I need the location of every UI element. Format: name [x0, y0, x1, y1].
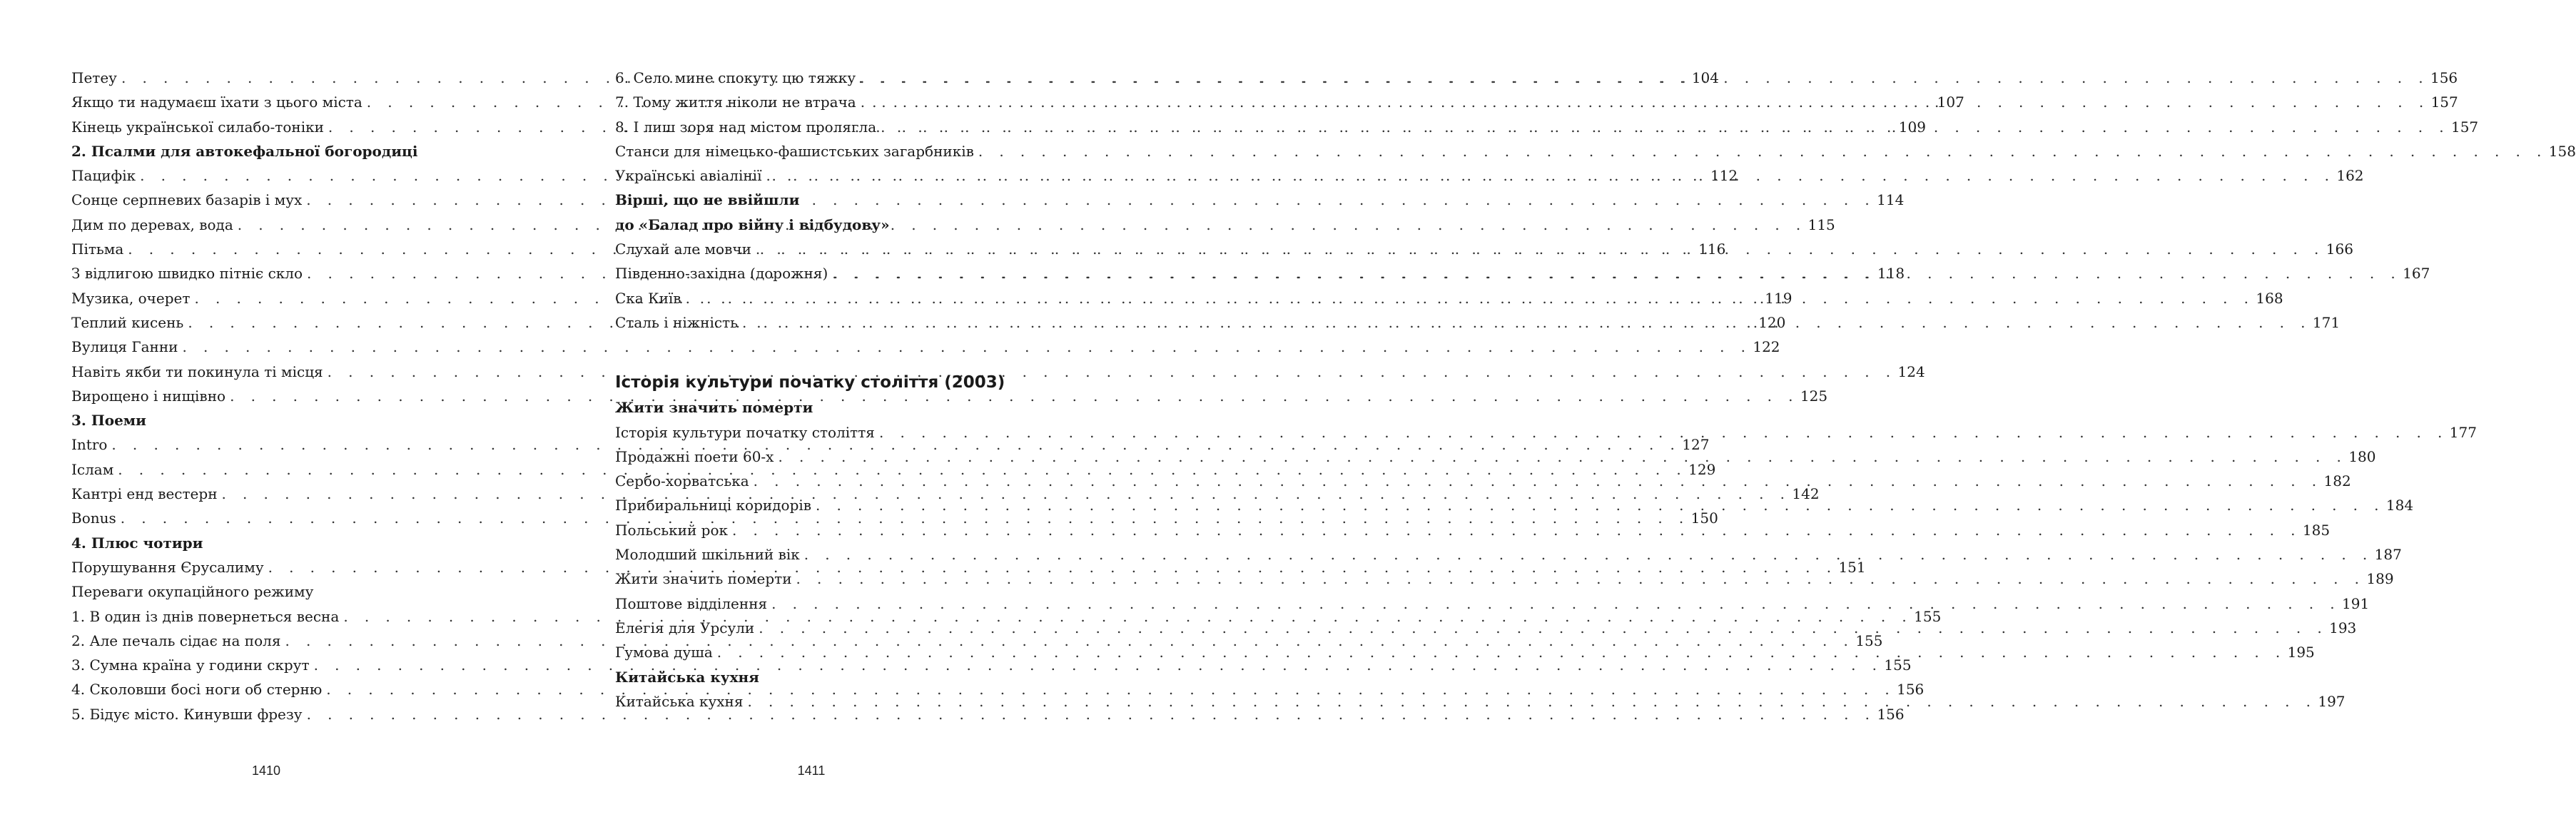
entry-title: Південно-західна (дорожня) [615, 265, 828, 283]
entry-page-number: 114 [1877, 191, 1905, 209]
entry-title: Українські авіалінії [615, 167, 762, 185]
dot-leader [738, 310, 2311, 335]
entry-page-number: 115 [1807, 215, 1835, 233]
entry-title: Сталь і ніжність [615, 313, 739, 331]
entry-title: Intro [71, 436, 108, 454]
entry-title: Прибиральниці коридорів [615, 497, 812, 514]
dot-leader [751, 237, 2325, 261]
entry-page-number: 166 [2326, 240, 2353, 258]
entry-title: Елегія для Урсули [615, 619, 755, 636]
dot-leader [767, 592, 2341, 616]
section-heading-text: 3. Поеми [71, 412, 146, 430]
entry-title: Дим по деревах, вода [71, 215, 233, 233]
section-heading-text: Вірші, що не ввійшли [615, 191, 800, 209]
entry-title: Ска Київ [615, 289, 681, 307]
entry-page-number: 162 [2336, 167, 2364, 185]
entry-page-number: 158 [2548, 142, 2576, 160]
section-heading-text: Жити значить померти [615, 399, 813, 417]
entry-page-number: 119 [1765, 289, 1792, 307]
entry-page-number: 191 [2342, 594, 2370, 612]
entry-title: Навіть якби ти покинула ті місця [71, 362, 323, 380]
entry-page-number: 109 [1898, 118, 1926, 136]
dot-leader [828, 261, 2401, 285]
entry-page-number: 124 [1897, 362, 1925, 380]
dot-leader [744, 689, 2317, 714]
toc-group-title [71, 579, 455, 604]
dot-leader [811, 493, 2385, 517]
entry-title: Історія культури початку століття [615, 423, 875, 441]
page-number-right: 1411 [797, 763, 826, 778]
entry-page-number: 189 [2366, 570, 2394, 588]
toc-section-heading [615, 213, 999, 237]
entry-title: Музика, очерет [71, 289, 191, 307]
entry-page-number: 184 [2385, 497, 2414, 514]
entry-title: Слухай але мовчи [615, 240, 751, 258]
entry-title: Петеу [71, 69, 117, 86]
entry-page-number: 157 [2430, 93, 2458, 111]
dot-leader [302, 188, 1875, 212]
entry-title: 7. Тому життя ніколи не втрача [615, 93, 856, 111]
entry-page-number: 195 [2287, 644, 2315, 661]
toc-entry [615, 139, 2576, 163]
section-heading-text: до «Балад про війну і відбудову» [615, 215, 890, 233]
section-spacer [615, 335, 999, 370]
entry-page-number: 156 [1897, 681, 1925, 699]
entry-title: Сербо-хорватська [615, 472, 749, 490]
entry-title: Жити значить померти [615, 570, 792, 588]
dot-leader [323, 360, 1897, 384]
entry-page-number: 112 [1710, 167, 1738, 185]
dot-leader [792, 567, 2365, 591]
entry-title: Сонце серпневих базарів і мух [71, 191, 303, 209]
group-title-text: Переваги окупаційного режиму [71, 583, 314, 601]
entry-page-number: 168 [2256, 289, 2283, 307]
entry-title: Гумова душа [615, 644, 713, 661]
entry-title: 3. Сумна країна у години скрут [71, 656, 310, 674]
entry-title: Bonus [71, 509, 116, 527]
entry-page-number: 125 [1800, 387, 1828, 405]
entry-page-number: 197 [2318, 692, 2346, 710]
dot-leader [800, 542, 2373, 567]
toc-entry [71, 702, 1905, 726]
entry-page-number: 171 [2312, 313, 2341, 331]
entry-title: Теплий кисень [71, 313, 184, 331]
entry-page-number: 107 [1937, 93, 1964, 111]
dot-leader [856, 66, 2429, 90]
toc-section-heading [71, 531, 455, 555]
dot-leader [856, 90, 2430, 114]
entry-title: Молодший шкільний вік [615, 546, 800, 564]
entry-title: Поштове відділення [615, 594, 768, 612]
entry-page-number: 155 [1884, 656, 1912, 674]
entry-title: Продажні поети 60-х [615, 447, 774, 465]
book-title: Історія культури початку століття (2003) [615, 373, 1005, 392]
entry-page-number: 185 [2302, 521, 2331, 539]
entry-page-number: 104 [1691, 69, 1719, 86]
entry-page-number: 156 [2430, 69, 2458, 86]
toc-section-heading [615, 665, 999, 689]
entry-title: Якщо ти надумаєш їхати з цього міста [71, 93, 362, 111]
entry-page-number: 142 [1792, 485, 1820, 503]
entry-title: 8. І лиш зоря над містом пролягла [615, 118, 877, 136]
entry-page-number: 167 [2403, 265, 2430, 283]
entry-page-number: 180 [2348, 447, 2376, 465]
entry-page-number: 193 [2329, 619, 2357, 636]
entry-page-number: 157 [2450, 118, 2479, 136]
section-heading-text: Китайська кухня [615, 668, 759, 686]
entry-title: Порушування Єрусалиму [71, 558, 264, 576]
page-number-left: 1410 [251, 763, 281, 778]
section-heading-text: 4. Плюс чотири [71, 534, 203, 552]
entry-title: Вулиця Ганни [71, 338, 178, 356]
entry-page-number: 120 [1758, 313, 1786, 331]
entry-page-number: 155 [1855, 631, 1883, 649]
dot-leader [713, 640, 2286, 664]
toc-section-heading [71, 139, 455, 163]
dot-leader [728, 518, 2301, 542]
entry-page-number: 182 [2323, 472, 2351, 490]
entry-page-number: 127 [1682, 436, 1710, 454]
entry-title: 1. В один із днів повернеться весна [71, 607, 340, 625]
entry-title: Польський рок [615, 521, 729, 539]
entry-title: Станси для німецько-фашистських загарбників [615, 142, 974, 160]
toc-section-heading [615, 395, 999, 420]
entry-title: Іслам [71, 460, 114, 478]
entry-title: Вирощено і нищівно [71, 387, 226, 405]
entry-page-number: 151 [1838, 558, 1866, 576]
entry-title: З відлигою швидко пітніє скло [71, 265, 303, 283]
toc-entry [71, 335, 1780, 359]
dot-leader [974, 139, 2547, 163]
entry-title: 4. Сколовши босі ноги об стерню [71, 681, 323, 699]
dot-leader [761, 163, 2335, 188]
entry-title: 6. Село мине спокуту цю тяжку [615, 69, 856, 86]
entry-title: Кінець української силабо-тоніки [71, 118, 324, 136]
entry-title: 5. Бідує місто. Кинувши фрезу [71, 705, 303, 723]
entry-page-number: 122 [1753, 338, 1780, 356]
toc-section-heading [71, 408, 455, 432]
toc-section-heading [615, 188, 999, 212]
entry-title: Пацифік [71, 167, 136, 185]
entry-title: Пітьма [71, 240, 124, 258]
entry-page-number: 116 [1698, 240, 1726, 258]
entry-title: Китайська кухня [615, 692, 744, 710]
entry-page-number: 129 [1688, 460, 1716, 478]
entry-title: Кантрі енд вестерн [71, 485, 218, 503]
entry-page-number: 156 [1877, 705, 1905, 723]
entry-page-number: 177 [2449, 423, 2477, 441]
dot-leader [774, 445, 2347, 469]
entry-page-number: 187 [2374, 546, 2402, 564]
dot-leader [681, 286, 2255, 310]
entry-page-number: 150 [1690, 509, 1718, 527]
dot-leader [876, 115, 2450, 139]
section-heading-text: 2. Псалми для автокефальної богородиці [71, 142, 418, 160]
entry-page-number: 118 [1877, 265, 1905, 283]
dot-leader [754, 616, 2328, 640]
entry-title: 2. Але печаль сідає на поля [71, 631, 281, 649]
dot-leader [233, 213, 1807, 237]
entry-page-number: 155 [1914, 607, 1942, 625]
dot-leader [875, 420, 2448, 445]
dot-leader [749, 469, 2323, 493]
